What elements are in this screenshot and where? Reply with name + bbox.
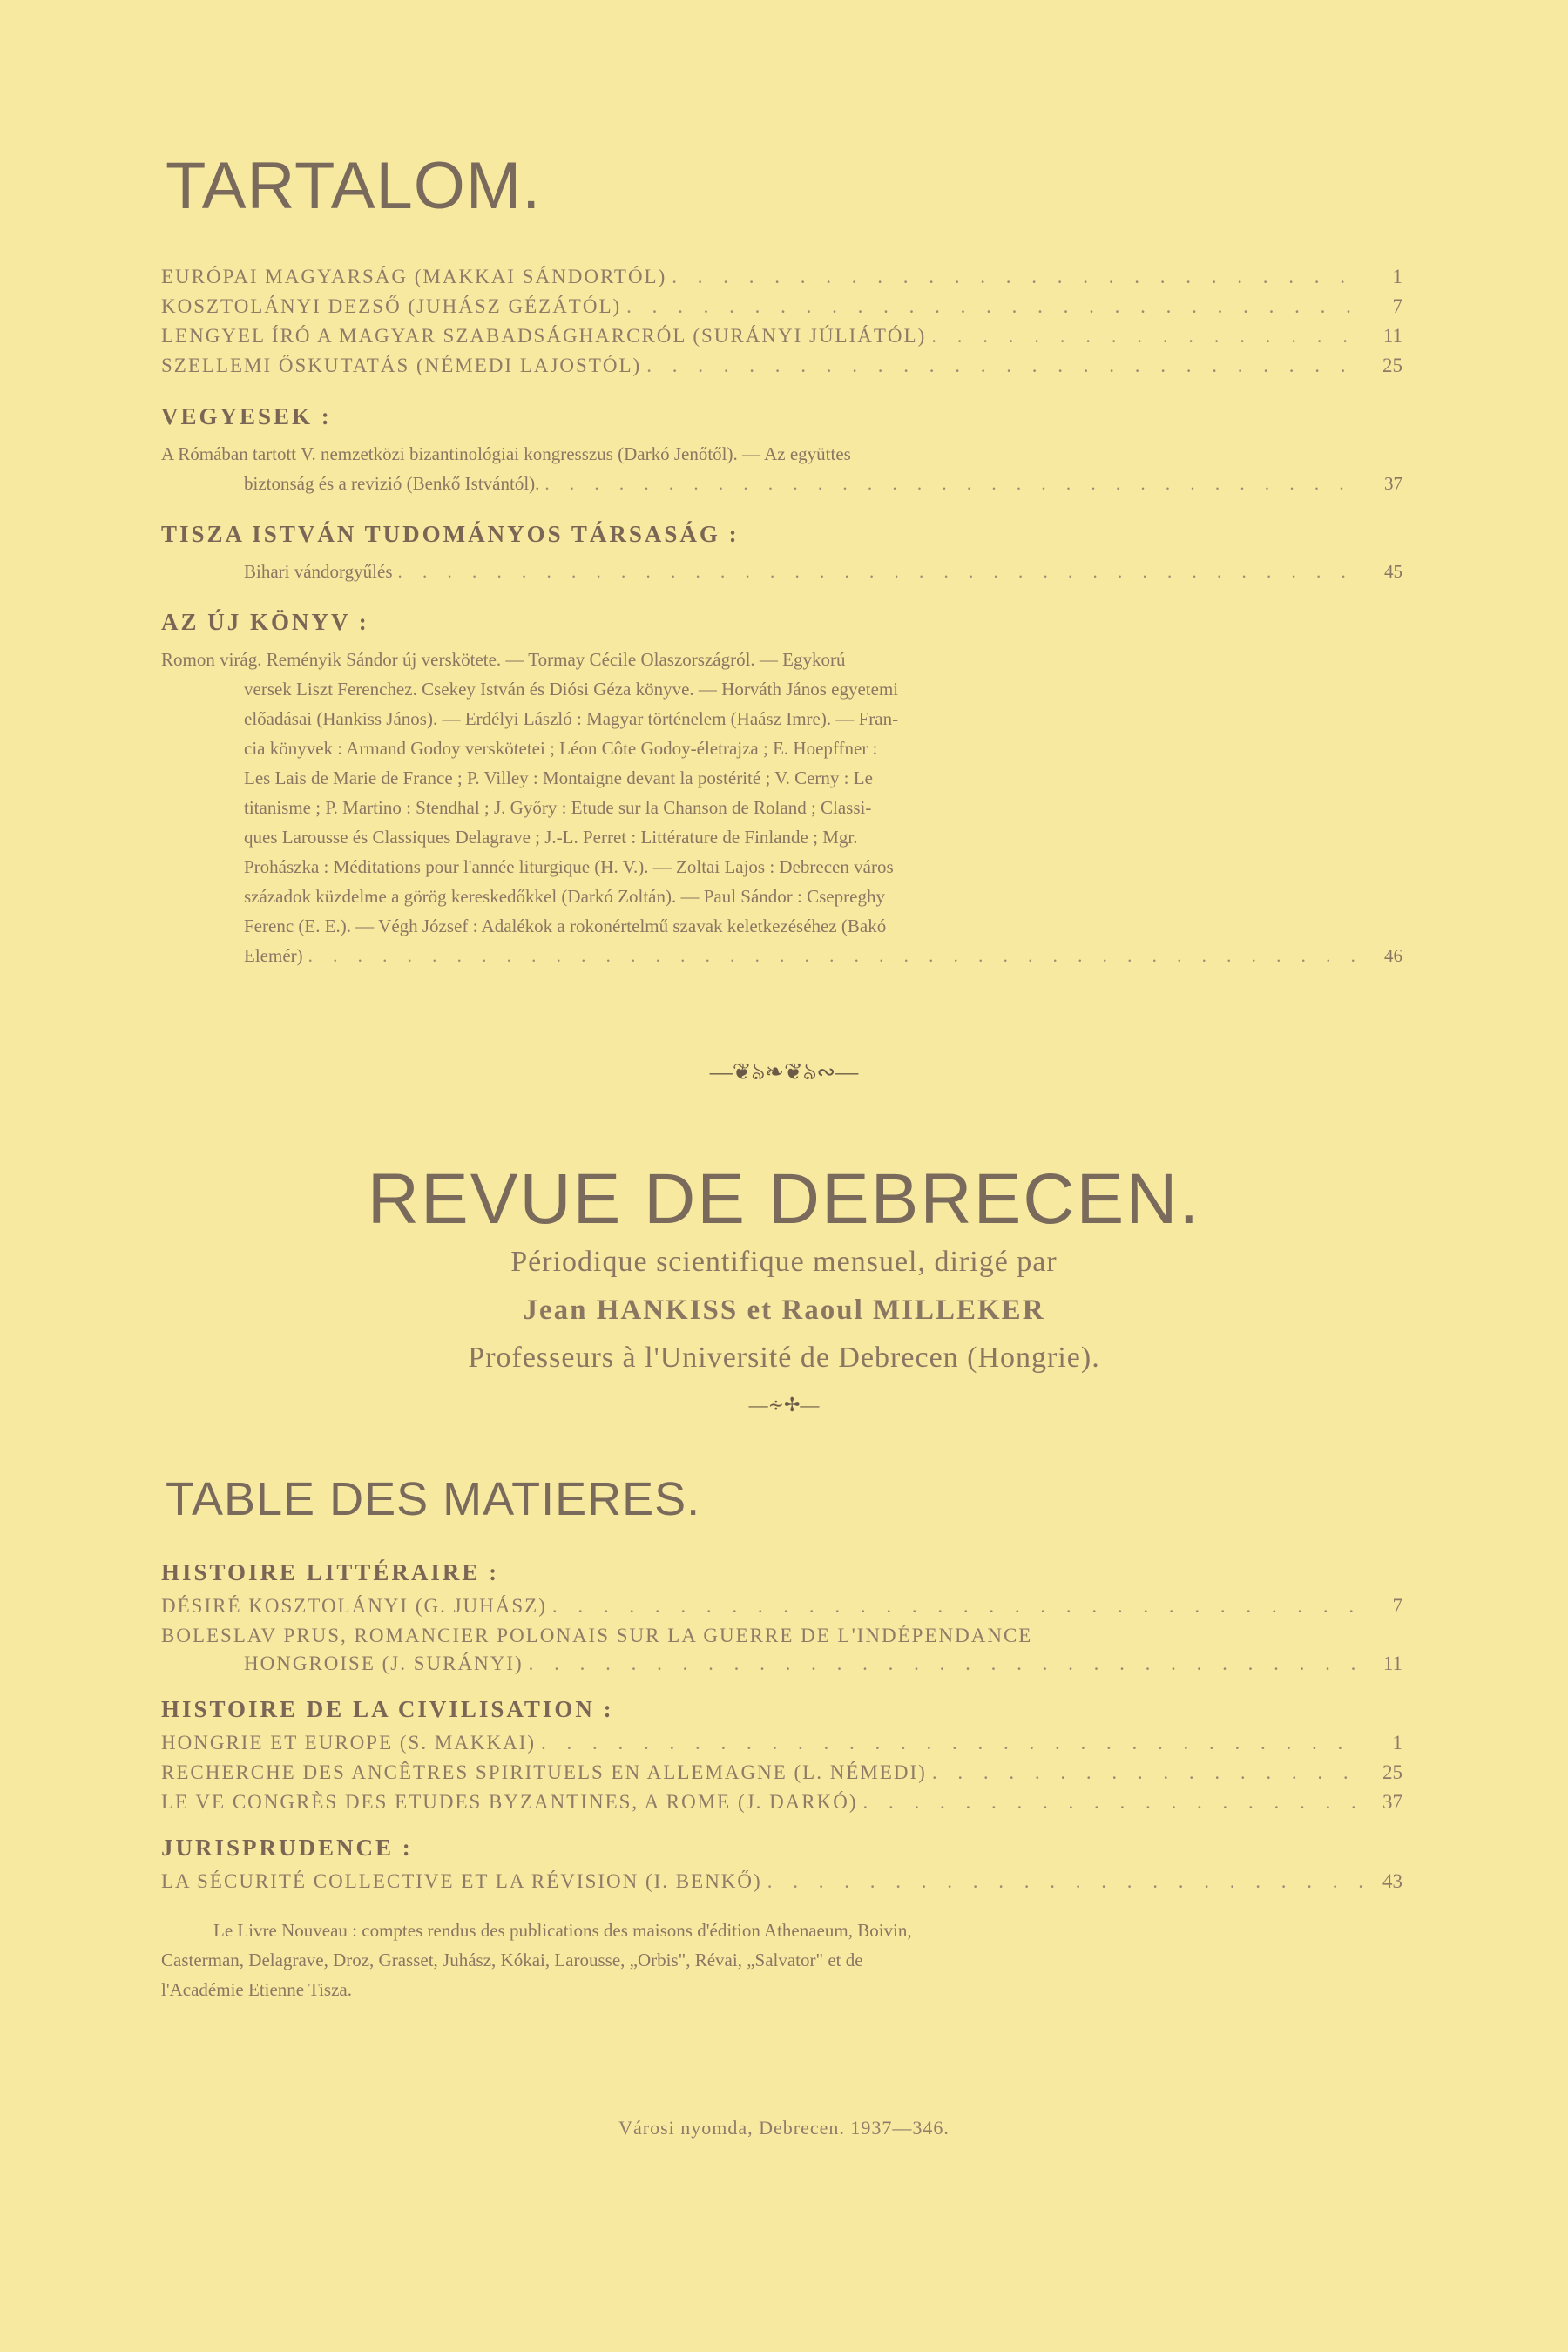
toc-entry-text: SZELLEMI ŐSKUTATÁS (NÉMEDI LAJOSTÓL) <box>161 355 642 376</box>
toc-entry <box>161 1870 1402 1893</box>
toc-entry-page: 43 <box>1382 1870 1402 1892</box>
printer-imprint: Városi nyomda, Debrecen. 1937—346. <box>618 2117 950 2139</box>
livre-line: Casterman, Delagrave, Droz, Grasset, Juhász, Kókai, Larousse, „Orbis", Révai, „Salvator" et de <box>161 1950 863 1970</box>
toc-entry-page: 11 <box>1382 325 1402 347</box>
toc-entry-page: 1 <box>1392 266 1402 287</box>
livre-line: l'Académie Etienne Tisza. <box>161 1979 352 2000</box>
toc-entry-text: HONGROISE (J. SURÁNYI) <box>244 1652 524 1674</box>
toc-entry-page: 7 <box>1392 1595 1402 1617</box>
konyv-line: Prohászka : Méditations pour l'année liturgique (H. V.). — Zoltai Lajos : Debrecen város <box>244 856 894 877</box>
tartalom-title: TARTALOM. <box>166 149 542 223</box>
revue-editors: Jean HANKISS et Raoul MILLEKER <box>523 1294 1045 1326</box>
tisza-page: 45 <box>1384 561 1402 582</box>
tartalom-contents <box>161 266 1402 970</box>
ornament-divider: —❦ঌ❧❦ঌ∾— <box>709 1059 859 1085</box>
table-title: TABLE DES MATIERES. <box>166 1473 701 1525</box>
toc-entry-text: LENGYEL ÍRÓ A MAGYAR SZABADSÁGHARCRÓL (SURÁNYI JÚLIÁTÓL) <box>161 325 927 347</box>
toc-entry-page: 7 <box>1392 295 1402 317</box>
vegyesek-line1: A Rómában tartott V. nemzetközi bizantinológiai kongresszus (Darkó Jenőtől). — Az együttes <box>161 443 851 464</box>
toc-entry-page: 25 <box>1382 1761 1402 1783</box>
vegyesek-line2: biztonság és a revizió (Benkő Istvántól). <box>244 473 540 494</box>
ornament-small: —∻✢— <box>748 1394 820 1416</box>
section-heading-tisza: TISZA ISTVÁN TUDOMÁNYOS TÁRSASÁG : <box>161 521 740 547</box>
section-heading-konyv: AZ ÚJ KÖNYV : <box>161 609 369 635</box>
section-heading-histoire-civilisation: HISTOIRE DE LA CIVILISATION : <box>161 1696 614 1722</box>
table-contents <box>161 1559 1402 2004</box>
toc-entry <box>161 1595 1402 1618</box>
toc-entry-page: 11 <box>1382 1652 1402 1674</box>
konyv-last-line: Elemér) <box>244 945 303 966</box>
revue-title: REVUE DE DEBRECEN. <box>367 1159 1201 1239</box>
konyv-line: századok küzdelme a görög kereskedőkkel (Darkó Zoltán). — Paul Sándor : Csepreghy <box>244 886 885 907</box>
toc-entry-text: KOSZTOLÁNYI DEZSŐ (JUHÁSZ GÉZÁTÓL) <box>161 295 622 317</box>
konyv-line: ques Larousse és Classiques Delagrave ; J.-L. Perret : Littérature de Finlande ; Mgr. <box>244 827 858 848</box>
revue-affiliation: Professeurs à l'Université de Debrecen (Hongrie). <box>468 1342 1100 1374</box>
toc-entry <box>161 1652 1402 1675</box>
toc-entry-page: 25 <box>1382 355 1402 376</box>
konyv-last-row <box>161 941 1402 970</box>
section-heading-vegyesek: VEGYESEK : <box>161 403 332 429</box>
toc-entry <box>161 355 1402 377</box>
toc-entry-text: LA SÉCURITÉ COLLECTIVE ET LA RÉVISION (I. BENKŐ) <box>161 1870 762 1892</box>
vegyesek-line2-row <box>161 469 1402 498</box>
konyv-line: titanisme ; P. Martino : Stendhal ; J. Győry : Etude sur la Chanson de Roland ; Classi- <box>244 797 872 818</box>
konyv-line: Les Lais de Marie de France ; P. Villey : Montaigne devant la postérité ; V. Cerny : Le <box>244 767 873 788</box>
toc-entry <box>161 266 1402 288</box>
section-heading-histoire-litteraire: HISTOIRE LITTÉRAIRE : <box>161 1559 500 1585</box>
toc-entry-text: DÉSIRÉ KOSZTOLÁNYI (G. JUHÁSZ) <box>161 1595 547 1617</box>
konyv-line: Romon virág. Reményik Sándor új verskötete. — Tormay Cécile Olaszországról. — Egykorú <box>161 649 846 670</box>
toc-entry-text: LE VE CONGRÈS DES ETUDES BYZANTINES, A ROME (J. DARKÓ) <box>161 1791 858 1813</box>
section-heading-jurisprudence: JURISPRUDENCE : <box>161 1835 413 1861</box>
toc-entry-text: RECHERCHE DES ANCÊTRES SPIRITUELS EN ALLEMAGNE (L. NÉMEDI) <box>161 1761 927 1783</box>
konyv-page: 46 <box>1384 945 1402 966</box>
vegyesek-page: 37 <box>1384 473 1402 494</box>
livre-nouveau-note <box>161 1916 1402 2004</box>
konyv-line: előadásai (Hankiss János). — Erdélyi László : Magyar történelem (Haász Imre). — Fran- <box>244 708 899 729</box>
livre-line: Le Livre Nouveau : comptes rendus des publications des maisons d'édition Athenaeum, Boivin, <box>213 1920 912 1941</box>
toc-entry-text: HONGRIE ET EUROPE (S. MAKKAI) <box>161 1732 537 1754</box>
revue-subtitle: Périodique scientifique mensuel, dirigé par <box>510 1246 1058 1278</box>
toc-entry <box>161 1732 1402 1754</box>
toc-entry <box>161 1761 1402 1784</box>
toc-entry-page: 37 <box>1382 1791 1402 1813</box>
toc-entry <box>161 325 1402 348</box>
toc-entry-long-line1: BOLESLAV PRUS, ROMANCIER POLONAIS SUR LA GUERRE DE L'INDÉPENDANCE <box>161 1625 1033 1646</box>
toc-entry <box>161 1791 1402 1814</box>
konyv-line: Ferenc (E. E.). — Végh József : Adalékok a rokonértelmű szavak keletkezéséhez (Bakó <box>244 916 887 936</box>
konyv-line: versek Liszt Ferenchez. Csekey István és Diósi Géza könyve. — Horváth János egyetemi <box>244 679 899 700</box>
toc-entry-page: 1 <box>1392 1732 1402 1754</box>
konyv-line: cia könyvek : Armand Godoy verskötetei ; Léon Côte Godoy-életrajza ; E. Hoepffner : <box>244 738 878 759</box>
toc-entry-text: EURÓPAI MAGYARSÁG (MAKKAI SÁNDORTÓL) <box>161 266 667 287</box>
tisza-row <box>161 557 1402 586</box>
toc-entry <box>161 295 1402 318</box>
konyv-paragraph <box>161 645 1402 970</box>
tisza-text: Bihari vándorgyűlés <box>244 561 393 582</box>
